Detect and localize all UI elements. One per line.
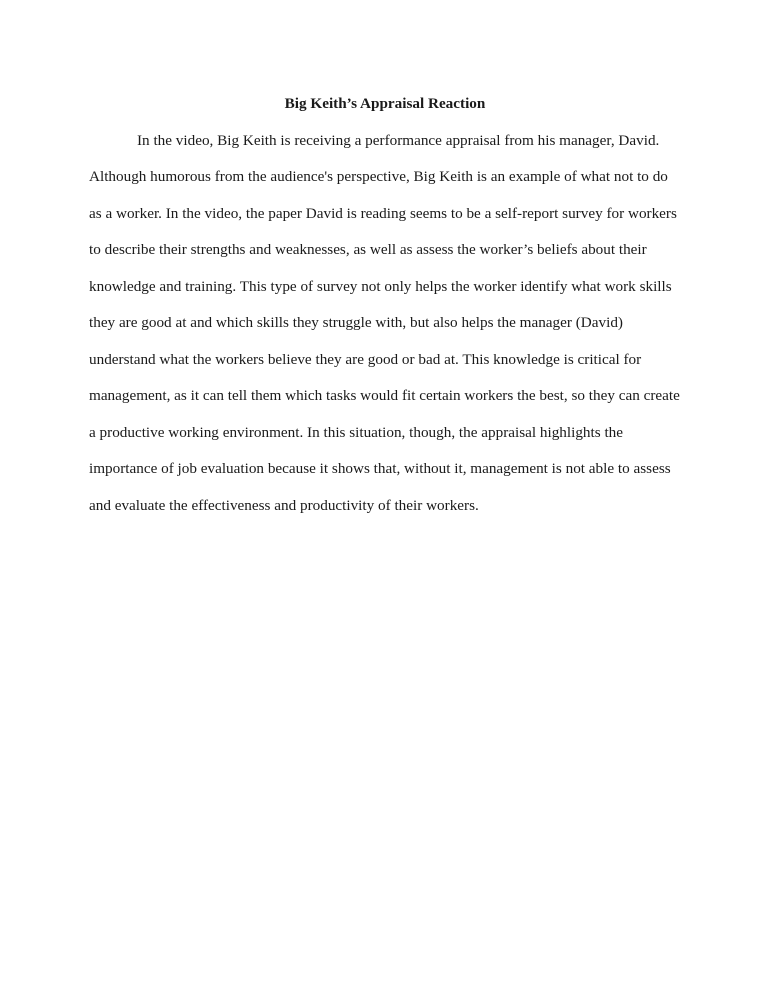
text-line: knowledge and training. This type of survey not only helps the worker identify what work skills bbox=[89, 277, 672, 295]
text-line: management, as it can tell them which tasks would fit certain workers the best, so they can create bbox=[89, 387, 680, 404]
text-line: a productive working environment. In this situation, though, the appraisal highlights the bbox=[89, 423, 624, 441]
text-line: importance of job evaluation because it shows that, without it, management is not able to assess bbox=[89, 460, 671, 477]
page-title: Big Keith’s Appraisal Reaction bbox=[284, 95, 486, 112]
essay-paragraph bbox=[89, 123, 681, 525]
text-line: Although humorous from the audience's perspective, Big Keith is an example of what not to do bbox=[89, 168, 668, 185]
text-line: In the video, Big Keith is receiving a performance appraisal from his manager, David. bbox=[137, 131, 660, 149]
text-line: understand what the workers believe they are good or bad at. This knowledge is critical for bbox=[89, 350, 642, 368]
document-text-block bbox=[89, 86, 681, 524]
text-line: they are good at and which skills they struggle with, but also helps the manager (David) bbox=[89, 314, 623, 331]
text-line: as a worker. In the video, the paper David is reading seems to be a self-report survey for workers bbox=[89, 204, 677, 222]
text-line: to describe their strengths and weaknesses, as well as assess the worker’s beliefs about their bbox=[89, 241, 647, 258]
text-line: and evaluate the effectiveness and productivity of their workers. bbox=[89, 496, 479, 514]
